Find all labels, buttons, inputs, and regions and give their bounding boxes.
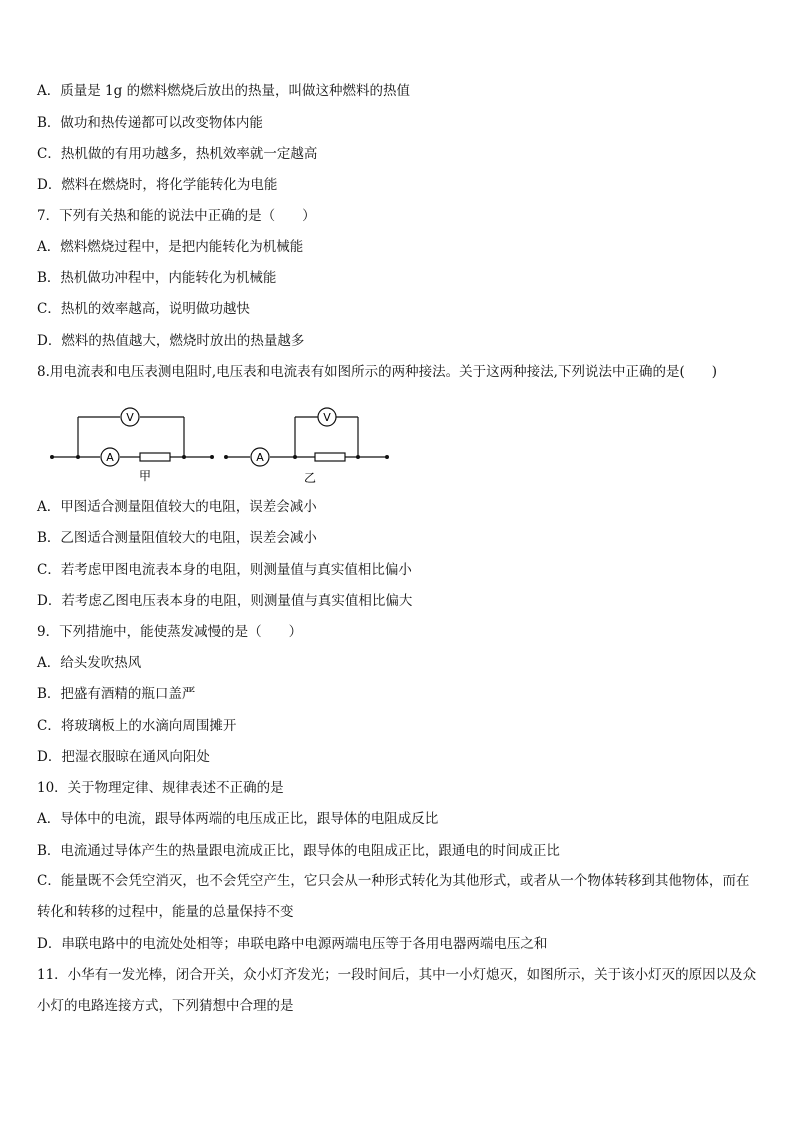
option-10b: B．电流通过导体产生的热量跟电流成正比，跟导体的电阻成正比，跟通电的时间成正比	[37, 843, 560, 859]
option-10a: A．导体中的电流，跟导体两端的电压成正比，跟导体的电阻成反比	[37, 811, 439, 827]
question-10: 10．关于物理定律、规律表述不正确的是	[37, 780, 284, 796]
option-9b: B．把盛有酒精的瓶口盖严	[37, 686, 196, 702]
ammeter-jia: A	[106, 451, 114, 464]
option-9c: C．将玻璃板上的水滴向周围摊开	[37, 718, 237, 734]
option-6b: B．做功和热传递都可以改变物体内能	[37, 115, 263, 131]
option-7a: A．燃料燃烧过程中，是把内能转化为机械能	[37, 239, 304, 255]
option-10c: C．能量既不会凭空消灭，也不会凭空产生，它只会从一种形式转化为其他形式，或者从一个物体转移到其他物体，而在转化和转移的过程中，能量的总量保持不变	[37, 873, 750, 920]
voltmeter-jia: V	[126, 411, 134, 424]
option-6c: C．热机做的有用功越多，热机效率就一定越高	[37, 146, 318, 162]
label-jia: 甲	[138, 469, 152, 483]
option-7b: B．热机做功冲程中，内能转化为机械能	[37, 270, 277, 286]
label-yi: 乙	[303, 471, 317, 485]
circuit-diagram	[40, 402, 400, 488]
ammeter-yi: A	[256, 451, 264, 464]
option-9a: A．给头发吹热风	[37, 655, 142, 671]
question-8: 8.用电流表和电压表测电阻时,电压表和电流表有如图所示的两种接法。关于这两种接法,下列说法中正确的是( )	[37, 364, 717, 380]
voltmeter-yi: V	[323, 411, 331, 424]
option-6a: A．质量是 1g 的燃料燃烧后放出的热量，叫做这种燃料的热值	[37, 83, 411, 99]
question-7: 7．下列有关热和能的说法中正确的是（ ）	[37, 208, 316, 224]
option-8b: B．乙图适合测量阻值较大的电阻，误差会减小	[37, 530, 317, 546]
option-7c: C．热机的效率越高，说明做功越快	[37, 301, 250, 317]
option-8d: D．若考虑乙图电压表本身的电阻，则测量值与真实值相比偏大	[37, 593, 413, 609]
option-9d: D．把湿衣服晾在通风向阳处	[37, 749, 210, 765]
question-9: 9．下列措施中，能使蒸发减慢的是（ ）	[37, 624, 303, 640]
question-11: 11．小华有一发光棒，闭合开关，众小灯齐发光；一段时间后，其中一小灯熄灭，如图所示，关于该小灯灭的原因以及众小灯的电路连接方式，下列猜想中合理的是	[37, 967, 757, 1014]
option-8a: A．甲图适合测量阻值较大的电阻，误差会减小	[37, 499, 317, 515]
option-10d: D．串联电路中的电流处处相等；串联电路中电源两端电压等于各用电器两端电压之和	[37, 936, 548, 952]
option-8c: C．若考虑甲图电流表本身的电阻，则测量值与真实值相比偏小	[37, 562, 412, 578]
option-7d: D．燃料的热值越大，燃烧时放出的热量越多	[37, 333, 305, 349]
option-6d: D．燃料在燃烧时，将化学能转化为电能	[37, 177, 278, 193]
